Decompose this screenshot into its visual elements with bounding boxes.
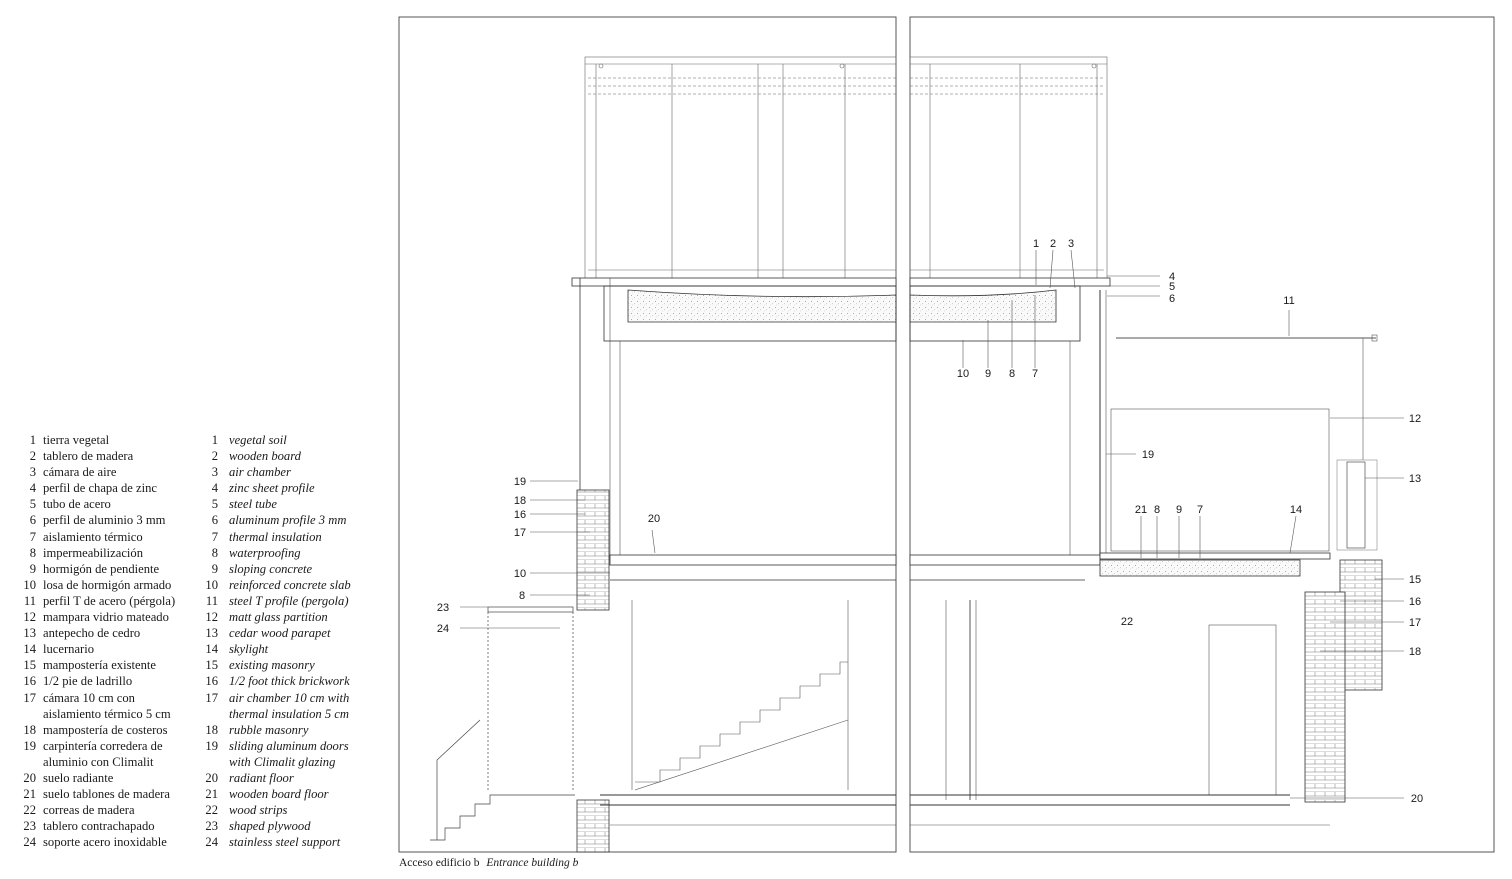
legend-spanish: tablero de madera (43, 449, 134, 464)
legend-english: waterproofing (229, 545, 301, 560)
legend-number-en: 9 (211, 561, 218, 576)
legend-english: zinc sheet profile (229, 481, 315, 496)
legend-spanish: hormigón de pendiente (43, 561, 160, 576)
caption-es: Acceso edificio b (399, 857, 480, 869)
legend-number-en: 3 (211, 465, 218, 480)
legend-number: 3 (29, 465, 36, 480)
callout-19-left: 19 (513, 476, 527, 488)
legend-number-en: 1 (211, 433, 218, 447)
legend-english: reinforced concrete slab (229, 577, 351, 592)
legend-number: 23 (23, 819, 36, 834)
caption-en: Entrance building b (486, 857, 579, 869)
callout-13: 13 (1408, 473, 1422, 485)
legend-number-en: 4 (211, 481, 218, 496)
legend-number-en: 15 (205, 658, 218, 673)
legend-english: vegetal soil (229, 433, 287, 447)
drawing-caption (399, 857, 578, 869)
legend-english: rubble masonry (229, 722, 309, 737)
legend-english: with Climalit glazing (229, 754, 336, 769)
legend-number-en: 22 (205, 803, 218, 818)
callout-9-terrace: 9 (1175, 504, 1183, 516)
callout-2: 2 (1049, 238, 1057, 250)
legend-english: thermal insulation 5 cm (229, 706, 349, 721)
callout-18-left: 18 (513, 495, 527, 507)
callout-10-left: 10 (513, 568, 527, 580)
callout-17-right: 17 (1408, 617, 1422, 629)
legend-english: shaped plywood (229, 819, 311, 834)
legend-number-en: 7 (211, 529, 218, 544)
legend-spanish: suelo radiante (43, 770, 114, 785)
legend-number: 6 (29, 513, 36, 528)
legend-english: skylight (229, 642, 269, 657)
callout-7-terrace: 7 (1196, 504, 1204, 516)
callout-16-right: 16 (1408, 596, 1422, 608)
callout-8-terrace: 8 (1153, 504, 1161, 516)
legend-spanish: cámara 10 cm con (43, 690, 135, 705)
legend-spanish: tablero contrachapado (43, 819, 155, 834)
upper-floor (620, 290, 1377, 555)
legend-english: steel T profile (pergola) (229, 593, 349, 608)
legend-number-en: 17 (205, 690, 218, 705)
legend-spanish: perfil de chapa de zinc (43, 481, 157, 496)
legend-number-en: 23 (205, 819, 218, 834)
legend-number-en: 19 (205, 738, 218, 753)
legend-spanish: perfil de aluminio 3 mm (43, 513, 166, 528)
callout-21: 21 (1134, 504, 1148, 516)
legend-english: steel tube (229, 497, 277, 512)
legend-number-en: 18 (205, 722, 218, 737)
callout-14: 14 (1289, 504, 1303, 516)
legend-number-en: 24 (205, 835, 218, 850)
callout-20-left: 20 (647, 513, 661, 525)
legend-english: wooden board floor (229, 787, 329, 802)
legend-spanish: aislamiento térmico (43, 529, 143, 544)
callout-8-roof: 8 (1008, 368, 1016, 380)
callout-4: 4 (1168, 271, 1176, 283)
legend-number-en: 2 (211, 449, 218, 464)
callout-8-left: 8 (518, 590, 526, 602)
legend-spanish: mampara vidrio mateado (43, 610, 169, 625)
callout-6: 6 (1168, 293, 1176, 305)
legend-english: air chamber (229, 465, 291, 480)
legend-number-en: 12 (205, 610, 218, 625)
callout-24: 24 (436, 623, 450, 635)
upper-glass-volume (585, 57, 1107, 279)
legend-spanish: aluminio con Climalit (43, 754, 154, 769)
legend-number: 21 (23, 787, 36, 802)
legend-number: 2 (29, 449, 36, 464)
callout-15: 15 (1408, 574, 1422, 586)
legend-number-en: 16 (205, 674, 218, 689)
legend-number: 1 (29, 433, 36, 447)
legend-spanish: antepecho de cedro (43, 626, 141, 641)
legend-number-en: 8 (211, 545, 218, 560)
legend-spanish: losa de hormigón armado (43, 577, 172, 592)
legend-number: 16 (23, 674, 36, 689)
legend-number-en: 11 (205, 593, 218, 608)
legend-spanish: mampostería de costeros (43, 722, 168, 737)
legend-number: 4 (29, 481, 36, 496)
legend-english: radiant floor (229, 770, 294, 785)
legend-number-en: 13 (205, 626, 218, 641)
legend-english: existing masonry (229, 658, 315, 673)
legend-spanish: aislamiento térmico 5 cm (43, 706, 171, 721)
callout-18-right: 18 (1408, 646, 1422, 658)
legend-spanish: impermeabilización (43, 545, 144, 560)
legend-number: 20 (23, 770, 36, 785)
legend-english: aluminum profile 3 mm (229, 513, 347, 528)
legend-spanish: tierra vegetal (43, 433, 110, 447)
legend-spanish: soporte acero inoxidable (43, 835, 167, 850)
callout-5: 5 (1168, 281, 1176, 293)
callout-23: 23 (436, 602, 450, 614)
legend-number-en: 21 (205, 787, 218, 802)
floor-slab (577, 490, 1382, 852)
legend-number-en: 10 (205, 577, 218, 592)
callout-11: 11 (1283, 295, 1295, 307)
legend-number: 24 (23, 835, 36, 850)
legend-number-en: 6 (211, 513, 218, 528)
legend-number: 19 (23, 738, 36, 753)
legend-english: stainless steel support (229, 835, 341, 850)
legend-number: 5 (29, 497, 36, 512)
legend-english: thermal insulation (229, 529, 322, 544)
legend-number: 15 (23, 658, 36, 673)
lower-floor (600, 600, 1330, 825)
legend-number: 10 (23, 577, 36, 592)
legend-spanish: perfil T de acero (pérgola) (43, 593, 176, 608)
legend-number: 18 (23, 722, 36, 737)
legend-english: matt glass partition (229, 610, 328, 625)
callout-10-roof: 10 (956, 368, 970, 380)
legend-spanish: mampostería existente (43, 658, 156, 673)
legend-number: 14 (23, 642, 36, 657)
legend-spanish: tubo de acero (43, 497, 111, 512)
callout-7-roof: 7 (1031, 368, 1039, 380)
legend-spanish: cámara de aire (43, 465, 117, 480)
legend-number: 11 (23, 593, 36, 608)
legend-number: 8 (29, 545, 36, 560)
legend-spanish: suelo tablones de madera (43, 787, 170, 802)
callout-22: 22 (1120, 616, 1134, 628)
legend-english: 1/2 foot thick brickwork (229, 674, 350, 689)
legend-number: 9 (29, 561, 36, 576)
callout-9-roof: 9 (984, 368, 992, 380)
legend-number: 22 (23, 803, 36, 818)
legend-english: sloping concrete (229, 561, 313, 576)
legend-number-en: 5 (211, 497, 218, 512)
legend-number-en: 14 (205, 642, 218, 657)
legend-number: 7 (29, 529, 36, 544)
legend-english: sliding aluminum doors (229, 738, 349, 753)
entrance-canopy (430, 607, 575, 840)
legend-english: wood strips (229, 803, 288, 818)
legend-spanish: 1/2 pie de ladrillo (43, 674, 133, 689)
legend-spanish: carpintería corredera de (43, 738, 163, 753)
callout-19-right: 19 (1141, 449, 1155, 461)
legend-spanish: correas de madera (43, 803, 135, 818)
legend-number: 17 (23, 690, 36, 705)
callout-16-left: 16 (513, 509, 527, 521)
callout-20-right: 20 (1410, 793, 1424, 805)
callout-17-left: 17 (513, 527, 527, 539)
callout-3: 3 (1067, 238, 1075, 250)
legend-english: cedar wood parapet (229, 626, 331, 641)
legend-english: wooden board (229, 449, 301, 464)
legend-number-en: 20 (205, 770, 218, 785)
callout-1: 1 (1032, 238, 1040, 250)
legend-english: air chamber 10 cm with (229, 690, 350, 705)
callout-12: 12 (1408, 413, 1422, 425)
legend-number: 13 (23, 626, 36, 641)
legend-number: 12 (23, 610, 36, 625)
legend-spanish: lucernario (43, 642, 95, 657)
